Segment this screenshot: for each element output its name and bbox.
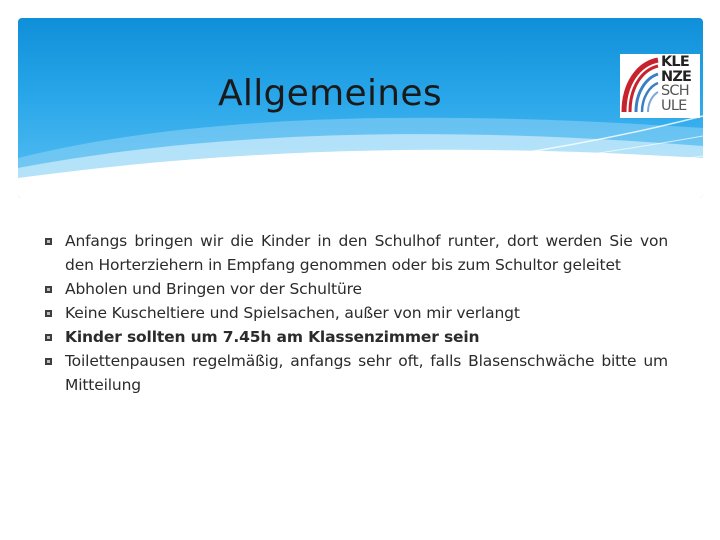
bullet-square-icon xyxy=(45,238,52,245)
bullet-item xyxy=(44,277,668,301)
logo-line: ULE xyxy=(661,97,687,114)
logo-line: NZE xyxy=(661,68,692,85)
bullet-text: Kinder sollten um 7.45h am Klassenzimmer sein xyxy=(65,328,480,346)
bullet-text: Keine Kuscheltiere und Spielsachen, außer von mir verlangt xyxy=(65,304,520,322)
bullet-item xyxy=(44,349,668,397)
bullet-item xyxy=(44,325,668,349)
bullet-square-icon xyxy=(45,334,52,341)
bullet-list xyxy=(44,229,668,397)
logo-line: KLE xyxy=(661,54,689,70)
bullet-text: Anfangs bringen wir die Kinder in den Schulhof runter, dort werden Sie von den Horterziehern in Empfang genommen oder bis zum Schultor geleitet xyxy=(65,232,668,274)
logo-line: SCH xyxy=(661,83,689,99)
bullet-item xyxy=(44,301,668,325)
bullet-square-icon xyxy=(45,358,52,365)
slide-title: Allgemeines xyxy=(218,73,442,114)
bullet-square-icon xyxy=(45,286,52,293)
bullet-text: Abholen und Bringen vor der Schultüre xyxy=(65,280,362,298)
bullet-square-icon xyxy=(45,310,52,317)
title-banner xyxy=(18,18,703,198)
school-logo xyxy=(620,54,700,118)
bullet-text: Toilettenpausen regelmäßig, anfangs sehr oft, falls Blasenschwäche bitte um Mitteilung xyxy=(65,352,668,394)
bullet-item xyxy=(44,229,668,277)
